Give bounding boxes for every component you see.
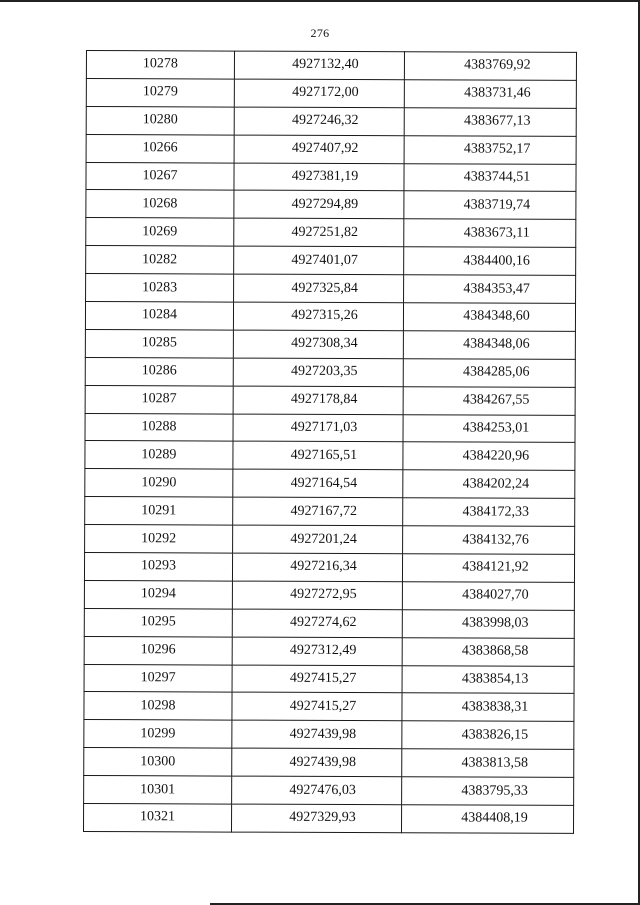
point-number-cell: 10291 (85, 497, 233, 525)
x-coordinate-cell: 4927308,34 (233, 330, 403, 359)
x-coordinate-cell: 4927407,92 (234, 135, 404, 164)
table-row (86, 162, 576, 192)
y-coordinate-cell: 4383752,17 (404, 135, 576, 164)
x-coordinate-cell: 4927439,98 (232, 720, 402, 749)
page-border-top (0, 0, 638, 2)
point-number-cell: 10268 (86, 190, 234, 218)
point-number-cell: 10280 (86, 106, 234, 134)
y-coordinate-cell: 4384408,19 (401, 805, 573, 834)
x-coordinate-cell: 4927203,35 (233, 358, 403, 387)
point-number-cell: 10267 (86, 162, 234, 190)
x-coordinate-cell: 4927246,32 (234, 107, 404, 136)
y-coordinate-cell: 4383998,03 (402, 610, 574, 639)
table-row (84, 664, 574, 694)
x-coordinate-cell: 4927415,27 (232, 693, 402, 722)
table-row (84, 720, 574, 750)
point-number-cell: 10293 (84, 553, 232, 581)
table-row (85, 441, 575, 471)
table-row (84, 748, 574, 778)
y-coordinate-cell: 4383795,33 (402, 777, 574, 806)
page-number: 276 (310, 26, 330, 40)
point-number-cell: 10321 (83, 804, 231, 832)
y-coordinate-cell: 4383813,58 (402, 749, 574, 778)
y-coordinate-cell: 4383673,11 (404, 219, 576, 248)
point-number-cell: 10296 (84, 636, 232, 664)
point-number-cell: 10301 (84, 776, 232, 804)
point-number-cell: 10266 (86, 134, 234, 162)
x-coordinate-cell: 4927274,62 (232, 609, 402, 638)
y-coordinate-cell: 4383854,13 (402, 665, 574, 694)
table-row (84, 692, 574, 722)
point-number-cell: 10286 (85, 357, 233, 385)
y-coordinate-cell: 4384400,16 (404, 247, 576, 276)
point-number-cell: 10298 (84, 692, 232, 720)
table-row (83, 804, 573, 834)
table-row (85, 469, 575, 499)
point-number-cell: 10287 (85, 385, 233, 413)
coordinates-table (83, 50, 577, 834)
x-coordinate-cell: 4927216,34 (232, 553, 402, 582)
table-row (84, 553, 574, 583)
x-coordinate-cell: 4927415,27 (232, 665, 402, 694)
x-coordinate-cell: 4927329,93 (231, 804, 401, 833)
x-coordinate-cell: 4927294,89 (234, 191, 404, 220)
table-row (84, 580, 574, 610)
point-number-cell: 10289 (85, 441, 233, 469)
x-coordinate-cell: 4927476,03 (232, 776, 402, 805)
y-coordinate-cell: 4383719,74 (404, 191, 576, 220)
point-number-cell: 10297 (84, 664, 232, 692)
x-coordinate-cell: 4927165,51 (233, 442, 403, 471)
table-row (86, 78, 576, 108)
point-number-cell: 10284 (85, 302, 233, 330)
table-row (86, 274, 576, 304)
coordinates-table-body (83, 51, 576, 834)
y-coordinate-cell: 4383731,46 (404, 80, 576, 109)
y-coordinate-cell: 4383677,13 (404, 108, 576, 137)
y-coordinate-cell: 4384285,06 (403, 359, 575, 388)
x-coordinate-cell: 4927132,40 (234, 51, 404, 80)
point-number-cell: 10269 (86, 218, 234, 246)
point-number-cell: 10299 (84, 720, 232, 748)
table-row (86, 106, 576, 136)
table-row (86, 246, 576, 276)
x-coordinate-cell: 4927172,00 (234, 79, 404, 108)
x-coordinate-cell: 4927325,84 (234, 274, 404, 303)
y-coordinate-cell: 4384348,60 (403, 303, 575, 332)
table-row (85, 385, 575, 415)
x-coordinate-cell: 4927401,07 (234, 246, 404, 275)
point-number-cell: 10295 (84, 608, 232, 636)
point-number-cell: 10300 (84, 748, 232, 776)
x-coordinate-cell: 4927251,82 (234, 218, 404, 247)
x-coordinate-cell: 4927167,72 (233, 497, 403, 526)
y-coordinate-cell: 4384172,33 (403, 498, 575, 527)
x-coordinate-cell: 4927381,19 (234, 163, 404, 192)
table-row (84, 776, 574, 806)
x-coordinate-cell: 4927201,24 (233, 525, 403, 554)
table-row (86, 190, 576, 220)
y-coordinate-cell: 4383838,31 (402, 693, 574, 722)
y-coordinate-cell: 4384121,92 (402, 554, 574, 583)
point-number-cell: 10278 (86, 51, 234, 79)
table-row (85, 329, 575, 359)
y-coordinate-cell: 4383826,15 (402, 721, 574, 750)
y-coordinate-cell: 4383868,58 (402, 637, 574, 666)
y-coordinate-cell: 4384027,70 (402, 582, 574, 611)
point-number-cell: 10285 (85, 329, 233, 357)
table-row (85, 357, 575, 387)
table-row (84, 608, 574, 638)
x-coordinate-cell: 4927312,49 (232, 637, 402, 666)
point-number-cell: 10294 (84, 580, 232, 608)
point-number-cell: 10282 (86, 246, 234, 274)
x-coordinate-cell: 4927171,03 (233, 414, 403, 443)
table-row (86, 218, 576, 248)
y-coordinate-cell: 4384348,06 (403, 331, 575, 360)
point-number-cell: 10290 (85, 469, 233, 497)
y-coordinate-cell: 4384267,55 (403, 386, 575, 415)
table-row (85, 525, 575, 555)
y-coordinate-cell: 4384202,24 (403, 470, 575, 499)
y-coordinate-cell: 4384253,01 (403, 414, 575, 443)
x-coordinate-cell: 4927439,98 (232, 748, 402, 777)
point-number-cell: 10279 (86, 78, 234, 106)
point-number-cell: 10288 (85, 413, 233, 441)
table-row (86, 51, 576, 81)
x-coordinate-cell: 4927164,54 (233, 469, 403, 498)
point-number-cell: 10292 (85, 525, 233, 553)
table-row (85, 302, 575, 332)
y-coordinate-cell: 4383769,92 (404, 52, 576, 81)
y-coordinate-cell: 4384353,47 (404, 275, 576, 304)
table-row (85, 497, 575, 527)
table-row (86, 134, 576, 164)
x-coordinate-cell: 4927315,26 (233, 302, 403, 331)
table-row (84, 636, 574, 666)
table-row (85, 413, 575, 443)
y-coordinate-cell: 4384132,76 (403, 526, 575, 555)
x-coordinate-cell: 4927178,84 (233, 386, 403, 415)
y-coordinate-cell: 4384220,96 (403, 442, 575, 471)
x-coordinate-cell: 4927272,95 (232, 581, 402, 610)
point-number-cell: 10283 (86, 274, 234, 302)
y-coordinate-cell: 4383744,51 (404, 163, 576, 192)
